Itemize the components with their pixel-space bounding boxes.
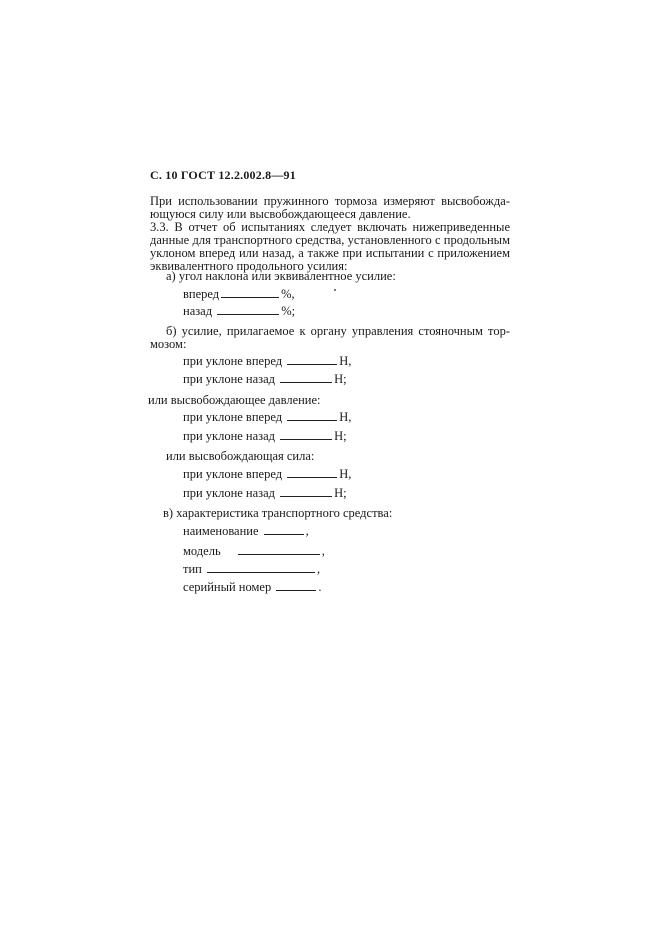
- back-unit: %;: [281, 304, 296, 318]
- item-b-title-cont: мозом:: [150, 337, 187, 351]
- name-blank: [264, 524, 304, 535]
- serial-end: .: [318, 580, 322, 594]
- back-label: при уклоне назад: [183, 486, 276, 500]
- paragraph-line: данные для транспортного средства, установленного с продольным: [150, 233, 510, 247]
- model-label: модель: [183, 544, 221, 558]
- paragraph-line: При использовании пружинного тормоза измеряют высвобожда-: [150, 194, 510, 208]
- or-pressure-title: или высвобождающее давление:: [148, 393, 321, 407]
- forward-unit: Н,: [339, 410, 352, 424]
- forward-unit: %,: [281, 287, 295, 301]
- page-header: С. 10 ГОСТ 12.2.002.8—91: [150, 168, 296, 182]
- forward-blank: [287, 467, 337, 478]
- paragraph-line: ющуюся силу или высвобождающееся давление.: [150, 207, 411, 221]
- forward-blank: [221, 287, 279, 298]
- item-c-title: в) характеристика транспортного средства:: [163, 506, 393, 520]
- item-c-name-row: [183, 524, 309, 539]
- type-label: тип: [183, 562, 202, 576]
- item-c-serial-row: [183, 580, 321, 595]
- model-end: ,: [321, 544, 325, 558]
- forward-unit: Н,: [339, 467, 352, 481]
- name-end: ,: [305, 524, 309, 538]
- serial-blank: [276, 580, 316, 591]
- serial-label: серийный номер: [183, 580, 272, 594]
- item-b-title: б) усилие, прилагаемое к органу управления стояночным тор-: [166, 324, 510, 338]
- type-blank: [207, 562, 315, 573]
- back-label: при уклоне назад: [183, 429, 276, 443]
- item-c-type-row: [183, 562, 320, 577]
- item-b-back-row: [183, 372, 347, 387]
- back-label: при уклоне назад: [183, 372, 276, 386]
- type-end: ,: [316, 562, 321, 576]
- forward-unit: Н,: [339, 354, 352, 368]
- item-a-forward-row: [183, 287, 295, 302]
- back-unit: Н;: [334, 429, 347, 443]
- forward-label: вперед: [183, 287, 220, 301]
- scan-speck: [334, 289, 336, 291]
- model-blank: [238, 544, 320, 555]
- forward-label: при уклоне вперед: [183, 467, 283, 481]
- back-blank: [280, 429, 332, 440]
- paragraph-line: эквивалентного продольного усилия:: [150, 259, 348, 273]
- item-c-model-row: [183, 544, 325, 559]
- or-force-title: или высвобождающая сила:: [166, 449, 315, 463]
- or-force-forward-row: [183, 467, 351, 482]
- or-pressure-forward-row: [183, 410, 351, 425]
- item-a-back-row: [183, 304, 295, 319]
- forward-label: при уклоне вперед: [183, 354, 283, 368]
- back-blank: [217, 304, 279, 315]
- item-a-title: а) угол наклона или эквивалентное усилие:: [166, 269, 396, 283]
- back-blank: [280, 486, 332, 497]
- or-force-back-row: [183, 486, 347, 501]
- paragraph-line: 3.3. В отчет об испытаниях следует включать нижеприведенные: [150, 220, 510, 234]
- back-label: назад: [183, 304, 213, 318]
- back-unit: Н;: [334, 486, 347, 500]
- forward-blank: [287, 354, 337, 365]
- paragraph-line: уклоном вперед или назад, а также при испытании с приложением: [150, 246, 510, 260]
- forward-label: при уклоне вперед: [183, 410, 283, 424]
- name-label: наименование: [183, 524, 259, 538]
- back-unit: Н;: [334, 372, 347, 386]
- item-b-forward-row: [183, 354, 351, 369]
- or-pressure-back-row: [183, 429, 347, 444]
- back-blank: [280, 372, 332, 383]
- forward-blank: [287, 410, 337, 421]
